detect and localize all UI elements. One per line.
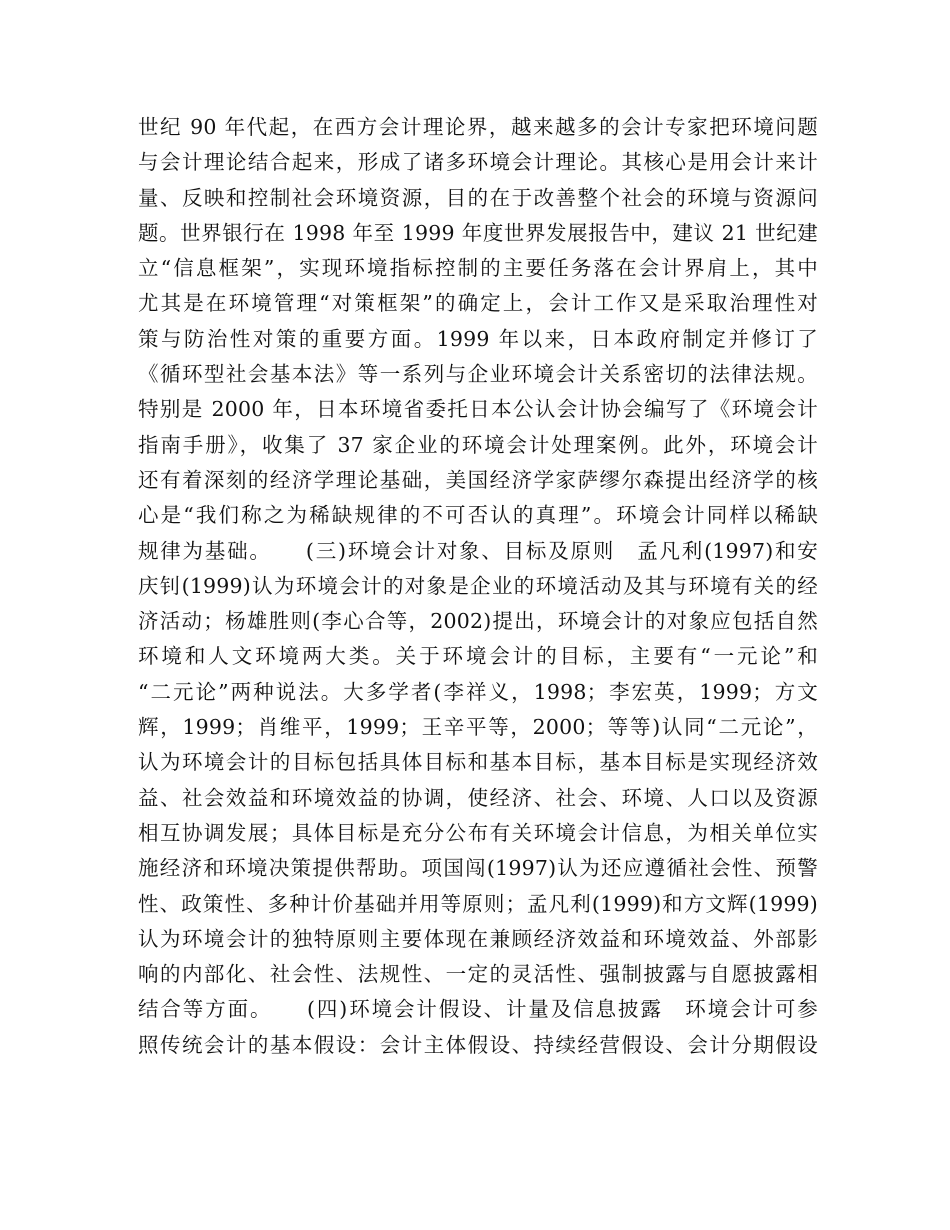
text-line: 结合等方面。 (四)环境会计假设、计量及信息披露 环境会计可参 — [138, 997, 818, 1022]
text-line: 相互协调发展；具体目标是充分公布有关环境会计信息，为相关单位实 — [138, 820, 818, 845]
text-line: 与会计理论结合起来，形成了诸多环境会计理论。其核心是用会计来计 — [138, 150, 818, 175]
text-line: 响的内部化、社会性、法规性、一定的灵活性、强制披露与自愿披露相 — [138, 962, 818, 987]
body-text — [138, 110, 818, 1063]
text-line: 环境和人文环境两大类。关于环境会计的目标，主要有“一元论”和 — [138, 644, 818, 669]
text-line: 认为环境会计的独特原则主要体现在兼顾经济效益和环境效益、外部影 — [138, 926, 818, 951]
text-line: 指南手册》，收集了 37 家企业的环境会计处理案例。此外，环境会计 — [138, 432, 818, 457]
text-line: 认为环境会计的目标包括具体目标和基本目标，基本目标是实现经济效 — [138, 750, 818, 775]
text-line: 庆钊(1999)认为环境会计的对象是企业的环境活动及其与环境有关的经 — [138, 573, 818, 598]
text-line: 照传统会计的基本假设：会计主体假设、持续经营假设、会计分期假设 — [138, 1032, 818, 1057]
text-line: 性、政策性、多种计价基础并用等原则；孟凡利(1999)和方文辉(1999) — [138, 891, 818, 916]
text-line: 济活动；杨雄胜则(李心合等，2002)提出，环境会计的对象应包括自然 — [138, 609, 818, 634]
text-line: 尤其是在环境管理“对策框架”的确定上，会计工作又是采取治理性对 — [138, 291, 818, 316]
text-line: “二元论”两种说法。大多学者(李祥义，1998；李宏英，1999；方文 — [138, 679, 818, 704]
text-line: 量、反映和控制社会环境资源，目的在于改善整个社会的环境与资源问 — [138, 185, 818, 210]
text-line: 心是“我们称之为稀缺规律的不可否认的真理”。环境会计同样以稀缺 — [138, 503, 818, 528]
text-line: 辉，1999；肖维平，1999；王辛平等，2000；等等)认同“二元论”， — [138, 715, 818, 740]
text-line: 策与防治性对策的重要方面。1999 年以来，日本政府制定并修订了 — [138, 326, 818, 351]
text-line: 特别是 2000 年，日本环境省委托日本公认会计协会编写了《环境会计 — [138, 397, 818, 422]
text-line: 益、社会效益和环境效益的协调，使经济、社会、环境、人口以及资源 — [138, 785, 818, 810]
text-line: 立“信息框架”，实现环境指标控制的主要任务落在会计界肩上，其中 — [138, 256, 818, 281]
text-line: 题。世界银行在 1998 年至 1999 年度世界发展报告中，建议 21 世纪建 — [138, 220, 818, 245]
text-line: 规律为基础。 (三)环境会计对象、目标及原则 孟凡利(1997)和安 — [138, 538, 818, 563]
text-line: 还有着深刻的经济学理论基础，美国经济学家萨缪尔森提出经济学的核 — [138, 467, 818, 492]
text-line: 世纪 90 年代起，在西方会计理论界，越来越多的会计专家把环境问题 — [138, 115, 818, 139]
text-line: 施经济和环境决策提供帮助。项国闯(1997)认为还应遵循社会性、预警 — [138, 856, 818, 881]
text-line: 《循环型社会基本法》等一系列与企业环境会计关系密切的法律法规。 — [138, 362, 818, 387]
